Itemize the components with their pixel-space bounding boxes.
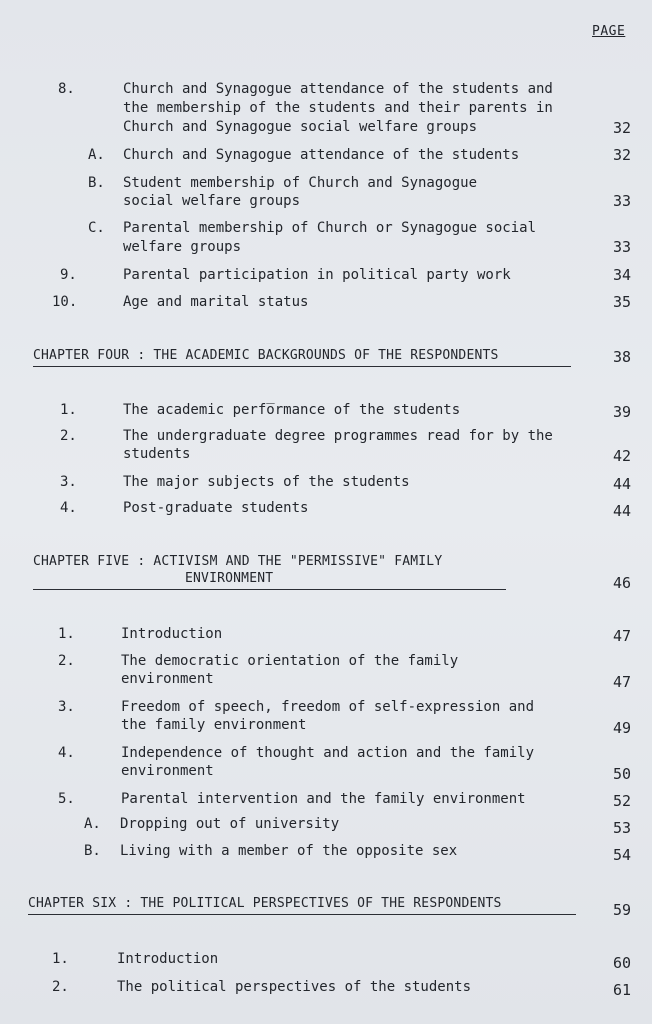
entry-number: B. [84,843,101,859]
entry-page: 47 [612,627,632,645]
entry-number: 4. [60,500,77,516]
entry-number: 10. [52,294,78,310]
chapter-heading: CHAPTER SIX : THE POLITICAL PERSPECTIVES OF THE RESPONDENTS [28,896,502,911]
entry-title-line: environment [121,763,214,779]
page-column-label: PAGE [592,24,626,39]
entry-page: 35 [612,293,632,311]
entry-page: 52 [612,792,632,810]
entry-number: A. [88,147,105,163]
chapter-heading: CHAPTER FIVE : ACTIVISM AND THE "PERMISSIVE" FAMILY [33,554,443,569]
chapter-heading: CHAPTER FOUR : THE ACADEMIC BACKGROUNDS OF THE RESPONDENTS [33,348,499,363]
entry-number: 2. [52,979,69,995]
entry-title-line: Church and Synagogue social welfare groups [123,119,478,135]
entry-page: 47 [612,673,632,691]
entry-title-line: the membership of the students and their parents in [123,100,553,116]
chapter-page: 59 [612,901,632,919]
chapter-underline [28,914,576,915]
entry-title-line: Church and Synagogue attendance of the students [123,147,520,163]
entry-title-line: Introduction [117,951,219,967]
entry-title-line: Living with a member of the opposite sex [120,843,458,859]
entry-title-line: Age and marital status [123,294,309,310]
entry-number: 9. [60,267,77,283]
entry-title-line: welfare groups [123,239,242,255]
entry-title-line: the family environment [121,717,307,733]
entry-title-line: The academic perfo̅rmance of the students [123,402,461,418]
entry-number: 3. [58,699,75,715]
entry-title-line: Parental membership of Church or Synagogue social [123,220,537,236]
entry-title-line: Church and Synagogue attendance of the students and [123,81,553,97]
entry-page: 60 [612,954,632,972]
entry-title-line: Independence of thought and action and the family [121,745,535,761]
entry-title-line: Student membership of Church and Synagogue [123,175,478,191]
entry-number: 2. [60,428,77,444]
entry-page: 53 [612,819,632,837]
entry-page: 42 [612,447,632,465]
entry-page: 44 [612,475,632,493]
entry-title-line: Post-graduate students [123,500,309,516]
entry-page: 33 [612,192,632,210]
entry-title-line: Introduction [121,626,223,642]
entry-title-line: The political perspectives of the students [117,979,472,995]
chapter-heading-line2: ENVIRONMENT [185,571,274,586]
entry-page: 50 [612,765,632,783]
entry-number: 2. [58,653,75,669]
entry-page: 49 [612,719,632,737]
entry-page: 32 [612,119,632,137]
chapter-page: 46 [612,574,632,592]
entry-page: 54 [612,846,632,864]
entry-title-line: Parental participation in political party work [123,267,511,283]
entry-title-line: social welfare groups [123,193,301,209]
entry-number: 3. [60,474,77,490]
entry-number: 5. [58,791,75,807]
entry-number: C. [88,220,105,236]
entry-title-line: The democratic orientation of the family [121,653,459,669]
entry-title-line: Parental intervention and the family environment [121,791,526,807]
entry-title-line: Freedom of speech, freedom of self-expression and [121,699,535,715]
chapter-underline [33,589,506,590]
entry-title-line: Dropping out of university [120,816,340,832]
entry-title-line: students [123,446,191,462]
entry-title-line: The undergraduate degree programmes read for by the [123,428,553,444]
entry-page: 61 [612,981,632,999]
entry-number: 1. [52,951,69,967]
entry-title-line: environment [121,671,214,687]
entry-number: 4. [58,745,75,761]
entry-number: 1. [60,402,77,418]
entry-page: 44 [612,502,632,520]
entry-number: 8. [58,81,75,97]
entry-number: B. [88,175,105,191]
entry-page: 34 [612,266,632,284]
entry-title-line: The major subjects of the students [123,474,410,490]
entry-number: A. [84,816,101,832]
entry-page: 33 [612,238,632,256]
chapter-page: 38 [612,348,632,366]
entry-number: 1. [58,626,75,642]
entry-page: 39 [612,403,632,421]
entry-page: 32 [612,146,632,164]
chapter-underline [33,366,571,367]
